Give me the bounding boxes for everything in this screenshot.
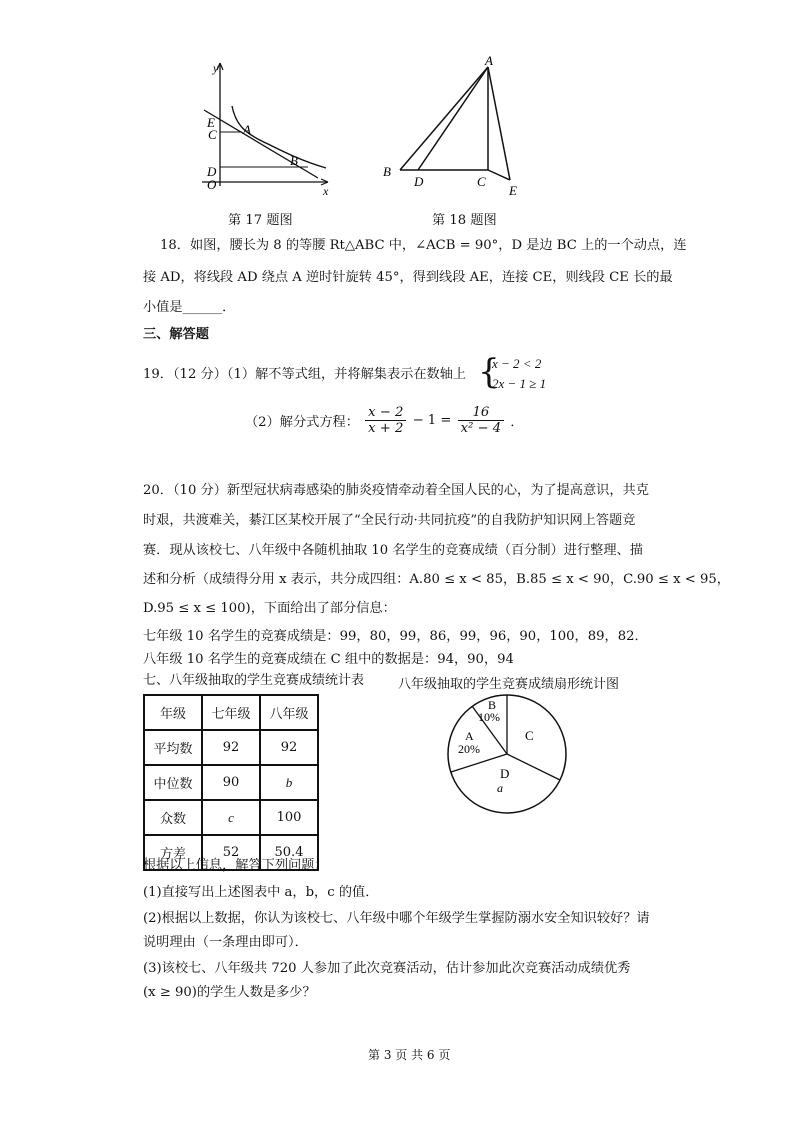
- question-3-line2: (x ≥ 90)的学生人数是多少？: [143, 985, 316, 1000]
- question-2-line2: 说明理由（一条理由即可）．: [143, 935, 308, 950]
- segment-ad: [418, 67, 488, 170]
- table-cell: 100: [260, 800, 318, 835]
- q19-frac2-den: x² − 4: [460, 421, 502, 436]
- slice-b-pct: 10%: [478, 710, 500, 724]
- table-cell: 方差: [144, 835, 202, 870]
- q19-frac1-den: x + 2: [368, 421, 404, 436]
- page-footer: 第 3 页 共 6 页: [368, 1048, 451, 1062]
- slice-a-label: A: [465, 729, 474, 743]
- label-y: y: [213, 61, 219, 75]
- line-eb: [204, 110, 318, 178]
- q19-end: ．: [510, 415, 524, 430]
- slice-d-label: D: [500, 766, 510, 781]
- q19-ineq2: 2x − 1 ≥ 1: [492, 376, 547, 391]
- q20-line3: 赛．现从该校七、八年级中各随机抽取 10 名学生的竞赛成绩（百分制）进行整理、描: [143, 543, 643, 558]
- label-e: E: [207, 115, 215, 130]
- questions-intro: 根据以上信息，解答下列问题：: [143, 858, 328, 873]
- table-cell: 90: [202, 765, 260, 800]
- table-cell: 52: [202, 835, 260, 870]
- q19-frac1: [365, 405, 406, 436]
- section-title: 三、解答题: [143, 327, 209, 342]
- table-cell: b: [260, 765, 318, 800]
- segment-ce: [488, 170, 510, 180]
- table-cell: 众数: [144, 800, 202, 835]
- pie-divider: [451, 754, 507, 772]
- header-cell: 七年级: [202, 695, 260, 730]
- question-1: (1)直接写出上述图表中 a，b，c 的值．: [143, 885, 379, 900]
- header-cell: 年级: [144, 695, 202, 730]
- q18-line2: 接 AD，将线段 AD 绕点 A 逆时针旋转 45°，得到线段 AE，连接 CE，则线段 CE 长的最: [143, 270, 673, 285]
- q19-ineq1: x − 2 < 2: [492, 356, 542, 371]
- figure-18: [378, 52, 538, 202]
- q19-part2: [245, 405, 524, 436]
- label-a: A: [485, 53, 493, 68]
- hyperbola-curve: [232, 106, 326, 168]
- q19-brace: {: [478, 352, 500, 392]
- segment-ae: [488, 67, 510, 180]
- q20-line2: 时艰，共渡难关，綦江区某校开展了“全民行动·共同抗疫”的自我防护知识网上答题竞: [143, 513, 636, 528]
- q19-frac1-num: x − 2: [365, 405, 406, 421]
- slice-d-pct: a: [497, 781, 503, 795]
- figure-18-caption: 第 18 题图: [432, 213, 497, 228]
- q19-frac2: [458, 405, 505, 436]
- label-o: O: [207, 177, 217, 192]
- table-row: [144, 800, 318, 835]
- q19-frac2-num: 16: [458, 405, 505, 421]
- stats-table: [143, 694, 319, 871]
- figure-17-caption: 第 17 题图: [228, 213, 293, 228]
- table-cell: 中位数: [144, 765, 202, 800]
- q19-part1: 19．（12 分）（1）解不等式组，并将解集表示在数轴上: [143, 367, 467, 382]
- table-cell: 92: [260, 730, 318, 765]
- table-cell: c: [202, 800, 260, 835]
- segment-ab: [400, 67, 488, 170]
- label-b: B: [290, 153, 298, 168]
- q20-line1: 20．（10 分）新型冠状病毒感染的肺炎疫情牵动着全国人民的心，为了提高意识，共克: [143, 483, 649, 498]
- slice-b-label: B: [488, 698, 497, 712]
- label-b: B: [383, 164, 391, 179]
- pie-divider: [507, 754, 560, 780]
- table-cell: 平均数: [144, 730, 202, 765]
- q19-minus-one: − 1 =: [412, 413, 452, 428]
- pie-title: 八年级抽取的学生竞赛成绩扇形统计图: [398, 677, 620, 692]
- q19-part2-label: （2）解分式方程：: [245, 415, 359, 430]
- label-e: E: [509, 183, 517, 198]
- q20-line4: 述和分析（成绩得分用 x 表示，共分成四组：A.80 ≤ x < 85，B.85 ≤ x < 90，C.90 ≤ x < 95，: [143, 572, 730, 587]
- slice-a-pct: 20%: [458, 742, 480, 756]
- table-title: 七、八年级抽取的学生竞赛成绩统计表: [143, 673, 365, 688]
- table-cell: 92: [202, 730, 260, 765]
- label-c: C: [477, 174, 486, 189]
- q20-line5: D.95 ≤ x ≤ 100)，下面给出了部分信息：: [143, 601, 396, 616]
- q18-line3: 小值是______．: [143, 300, 236, 315]
- label-c: C: [208, 127, 217, 142]
- q20-line6: 七年级 10 名学生的竞赛成绩是：99，80，99，86，99，96，90，100，89，82．: [143, 629, 648, 644]
- q18-line1: 18．如图，腰长为 8 的等腰 Rt△ABC 中，∠ACB = 90°，D 是边 BC 上的一个动点，连: [160, 238, 687, 253]
- label-x: x: [323, 184, 329, 198]
- table-cell: 50.4: [260, 835, 318, 870]
- table-row: [144, 730, 318, 765]
- table-row: [144, 765, 318, 800]
- label-d: D: [207, 164, 217, 179]
- question-2-line1: (2)根据以上数据，你认为该校七、八年级中哪个年级学生掌握防溺水安全知识较好？请: [143, 911, 650, 926]
- question-3-line1: (3)该校七、八年级共 720 人参加了此次竞赛活动，估计参加此次竞赛活动成绩优秀: [143, 961, 631, 976]
- label-a: A: [243, 122, 251, 137]
- pie-chart: [440, 692, 580, 822]
- slice-c-label: C: [525, 728, 534, 743]
- q20-line7: 八年级 10 名学生的竞赛成绩在 C 组中的数据是：94，90，94: [143, 652, 514, 667]
- figure-17: [180, 58, 340, 198]
- header-cell: 八年级: [260, 695, 318, 730]
- table-row: [144, 695, 318, 730]
- label-d: D: [414, 174, 424, 189]
